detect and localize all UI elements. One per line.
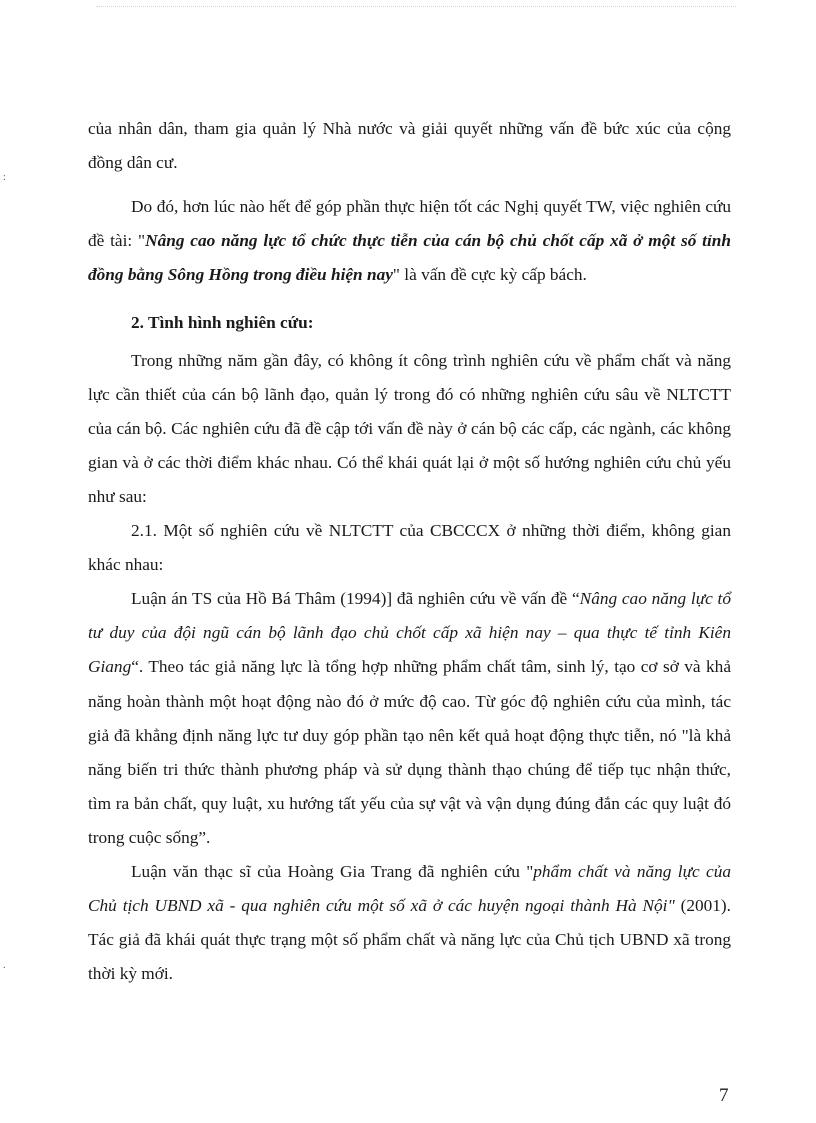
section-heading: 2. Tình hình nghiên cứu: xyxy=(131,313,314,333)
top-edge-line xyxy=(96,0,736,7)
cited-title: Nâng cao năng lực tổ tư duy của đội ngũ cán bộ lãnh đạo chủ chốt cấp xã hiện nay – qua thực tế tỉnh Kiên Giang xyxy=(88,589,732,677)
margin-mark: : xyxy=(3,172,6,183)
paragraph-continuation: của nhân dân, tham gia quản lý Nhà nước và giải quyết những vấn đề bức xúc của cộng đồng dân cư. xyxy=(88,119,731,173)
paragraph-citation-2: Luận văn thạc sĩ của Hoàng Gia Trang đã nghiên cứu "phẩm chất và năng lực của Chủ tịch UBND xã - qua nghiên cứu một số xã ở các huyện ngoại thành Hà Nội" (2001). Tác giả đã khái quát thực trạng một số phẩm chất và năng lực của Chủ tịch UBND xã trong thời kỳ mới. xyxy=(88,861,731,984)
paragraph-subsection: 2.1. Một số nghiên cứu về NLTCTT của CBCCCX ở những thời điểm, không gian khác nhau: xyxy=(88,521,731,575)
paragraph-overview: Trong những năm gần đây, có không ít công trình nghiên cứu về phẩm chất và năng lực cần thiết của cán bộ lãnh đạo, quản lý trong đó có những nghiên cứu sâu về NLTCTT của cán bộ. Các nghiên cứu đã đề cập tới vấn đề này ở cán bộ các cấp, các ngành, các không gian và ở các thời điểm khác nhau. Có thể khái quát lại ở một số hướng nghiên cứu chủ yếu như sau: xyxy=(88,350,731,506)
body-text xyxy=(88,112,731,991)
thesis-title: Nâng cao năng lực tổ chức thực tiễn của cán bộ chủ chốt cấp xã ở một số tỉnh đồng bằng Sông Hồng trong điều hiện nay xyxy=(88,231,731,285)
page-number: 7 xyxy=(719,1085,729,1106)
cited-title: phẩm chất và năng lực của Chủ tịch UBND xã - qua nghiên cứu một số xã ở các huyện ngoại thành Hà Nội" xyxy=(88,861,731,916)
margin-mark: . xyxy=(3,960,6,971)
paragraph-citation-1: Luận án TS của Hồ Bá Thâm (1994)] đã nghiên cứu về vấn đề “Nâng cao năng lực tổ tư duy của đội ngũ cán bộ lãnh đạo chủ chốt cấp xã hiện nay – qua thực tế tỉnh Kiên Giang“. Theo tác giả năng lực là tổng hợp những phẩm chất tâm, sinh lý, tạo cơ sở và khả năng hoàn thành một hoạt động nào đó ở mức độ cao. Từ góc độ nghiên cứu của mình, tác giả đã khẳng định năng lực tư duy góp phần tạo nên kết quả hoạt động thực tiễn, nó "là khả năng biến tri thức thành phương pháp và sử dụng thành thạo chúng để tiếp tục nhận thức, tìm ra bản chất, quy luật, xu hướng tất yếu của sự vật và vận dụng đúng đắn các quy luật đó trong cuộc sống”. xyxy=(88,589,732,847)
paragraph-topic-statement: Do đó, hơn lúc nào hết để góp phần thực hiện tốt các Nghị quyết TW, việc nghiên cứu đề tài: "Nâng cao năng lực tổ chức thực tiễn của cán bộ chủ chốt cấp xã ở một số tỉnh đồng bằng Sông Hồng trong điều hiện nay" là vấn đề cực kỳ cấp bách. xyxy=(88,197,731,285)
